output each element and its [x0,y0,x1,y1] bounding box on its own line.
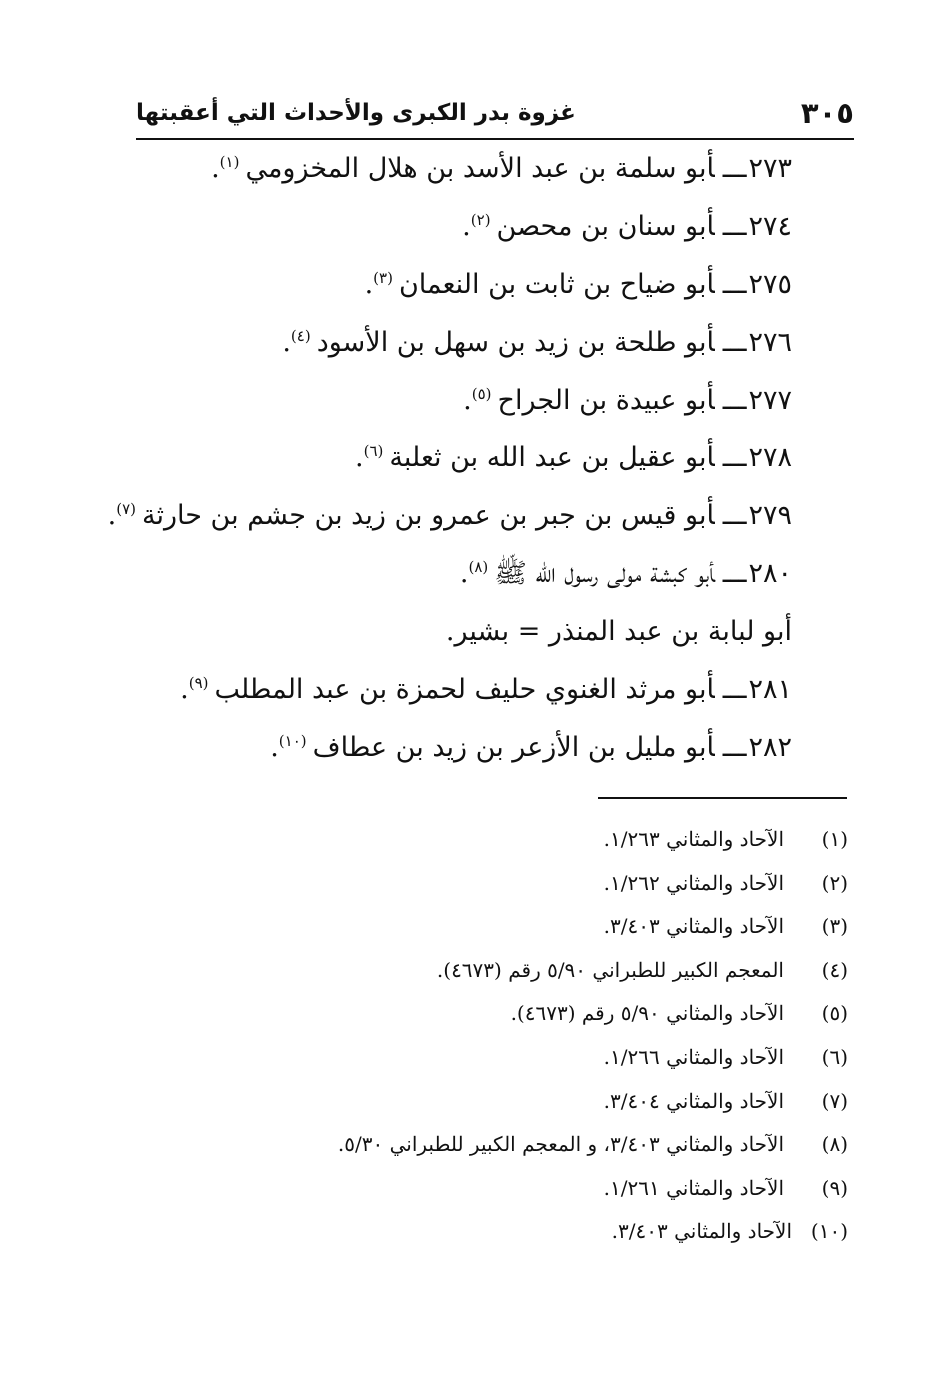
footnote-number: (١) [821,827,848,851]
footnote [120,818,848,862]
footnote-number: (٢) [821,870,848,895]
entry-dash: ـــ [722,153,747,184]
footnote-ref[interactable]: (٨) [468,558,489,577]
entry-number: ٢٧٥ [748,268,792,300]
entry-number: ٢٧٣ [748,153,792,184]
footnote-number: (٦) [821,1044,848,1069]
footnote-text: الآحاد والمثاني ١/٢٦١. [603,1175,784,1200]
entry-text: أبو عبيدة بن الجراح [497,384,715,416]
footnote [120,905,848,949]
footnote-ref[interactable]: (٤) [290,326,311,345]
footnote-text: الآحاد والمثاني ٣/٤٠٣، و المعجم الكبير للطبراني ٥/٣٠. [337,1132,784,1157]
entry-text: أبو سنان بن محصن [496,210,715,242]
entry-dash: ـــ [722,268,747,300]
footnote-ref[interactable]: (٢) [470,210,491,229]
footnote-text: الآحاد والمثاني ٣/٤٠٣. [611,1219,792,1244]
footnote-ref[interactable]: (٧) [116,500,137,519]
footnote-ref[interactable]: (١) [219,153,240,171]
footnote-text: الآحاد والمثاني ٣/٤٠٣. [603,914,784,939]
footnote-text: المعجم الكبير للطبراني ٥/٩٠ رقم (٤٦٧٣). [436,957,784,982]
footnote [120,1210,848,1254]
entry-text: أبو سلمة بن عبد الأسد بن هلال المخزومي [245,153,715,184]
list-item: ٢٧٩ـــأبو قيس بن جبر بن عمرو بن زيد بن جشم بن حارثة$^{(٧)}$. [107,500,792,532]
footnote-separator [598,797,847,799]
entry-text: أبو مرثد الغنوي حليف لحمزة بن عبد المطلب [214,674,715,706]
list-item: ٢٨١ـــأبو مرثد الغنوي حليف لحمزة بن عبد المطلب$^{(٩)}$. [180,674,792,706]
list-item: ٢٧٧ـــأبو عبيدة بن الجراح$^{(٥)}$. [463,384,792,416]
entry-text: أبو مليل بن الأزعر بن زيد بن عطاف [312,731,715,763]
footnote [120,1080,848,1124]
footnote-ref[interactable]: (٣) [373,268,393,287]
entry-list [107,140,792,777]
footnote [120,1123,848,1167]
footnote-number: (٣) [821,914,848,939]
footnote-ref[interactable]: (٩) [188,674,209,693]
footnote-text: الآحاد والمثاني ١/٢٦٢. [603,870,784,895]
entry-dash: ـــ [722,674,747,706]
footnote-ref[interactable]: (٦) [363,442,384,461]
entry-dash: ـــ [722,500,747,532]
footnote-number: (١٠) [810,1219,848,1244]
page-header [136,92,854,140]
footnote [120,992,848,1036]
list-item: ٢٨٢ـــأبو مليل بن الأزعر بن زيد بن عطاف$^{(١٠)}$. [270,731,792,763]
list-item: ٢٧٤ـــأبو سنان بن محصن$^{(٢)}$. [462,210,792,242]
footnote-number: (٨) [821,1132,848,1157]
entry-dash: ـــ [722,210,747,242]
list-item: ٢٧٣ـــأبو سلمة بن عبد الأسد بن هلال المخزومي$^{(١)}$. [211,153,792,184]
entry-text: أبو طلحة بن زيد بن سهل بن الأسود [316,326,715,358]
list-item: ٢٨٠ـــأبو كبشة مولى رسول الله ﷺ$^{(٨)}$. [459,558,792,590]
list-item: ٢٧٨ـــأبو عقيل بن عبد الله بن ثعلبة$^{(٦)}$. [355,442,792,474]
entry-dash: ـــ [722,442,747,474]
entry-number: ٢٧٦ [748,326,792,358]
entry-number: ٢٧٧ [748,384,792,416]
entry-dash: ـــ [722,558,747,590]
footnote [120,1036,848,1080]
entry-dash: ـــ [722,326,747,358]
entry-number: ٢٨٢ [748,731,792,763]
entry-number: ٢٨١ [748,674,792,706]
footnote [120,1167,848,1211]
entry-number: ٢٨٠ [748,558,792,590]
entry-text: أبو عقيل بن عبد الله بن ثعلبة [389,442,715,474]
footnotes [120,818,848,1254]
footnote-number: (٤) [821,957,848,982]
footnote [120,862,848,906]
entry-number: ٢٧٩ [748,500,792,532]
footnote-ref[interactable]: (١٠) [278,731,307,750]
footnote-number: (٥) [821,1001,848,1026]
footnote-text: الآحاد والمثاني ١/٢٦٣. [603,827,784,851]
entry-dash: ـــ [722,731,747,763]
entry-text: أبو قيس بن جبر بن عمرو بن زيد بن جشم بن حارثة [142,500,715,532]
list-item: ٢٧٥ـــأبو ضياح بن ثابت بن النعمان$^{(٣)}$. [364,268,792,300]
entry-text: أبو ضياح بن ثابت بن النعمان [398,268,715,300]
footnote-text: الآحاد والمثاني ٥/٩٠ رقم (٤٦٧٣). [510,1001,784,1026]
entry-number: ٢٧٨ [748,442,792,474]
footnote-text: الآحاد والمثاني ١/٢٦٦. [603,1044,784,1069]
running-title: غزوة بدر الكبرى والأحداث التي أعقبتها [136,100,576,126]
footnote [120,949,848,993]
footnote-ref[interactable]: (٥) [471,384,492,403]
page-number: ٣٠٥ [800,96,854,130]
entry-text: أبو لبابة بن عبد المنذر = بشير. [445,616,792,648]
entry-number: ٢٧٤ [748,210,792,242]
footnote-number: (٧) [821,1088,848,1113]
footnote-text: الآحاد والمثاني ٣/٤٠٤. [603,1088,784,1113]
footnote-number: (٩) [821,1175,848,1200]
list-item [120,603,792,661]
entry-text: أبو كبشة مولى رسول الله ﷺ [494,558,715,590]
entry-dash: ـــ [722,384,747,416]
list-item: ٢٧٦ـــأبو طلحة بن زيد بن سهل بن الأسود$^{(٤)}$. [282,326,792,358]
